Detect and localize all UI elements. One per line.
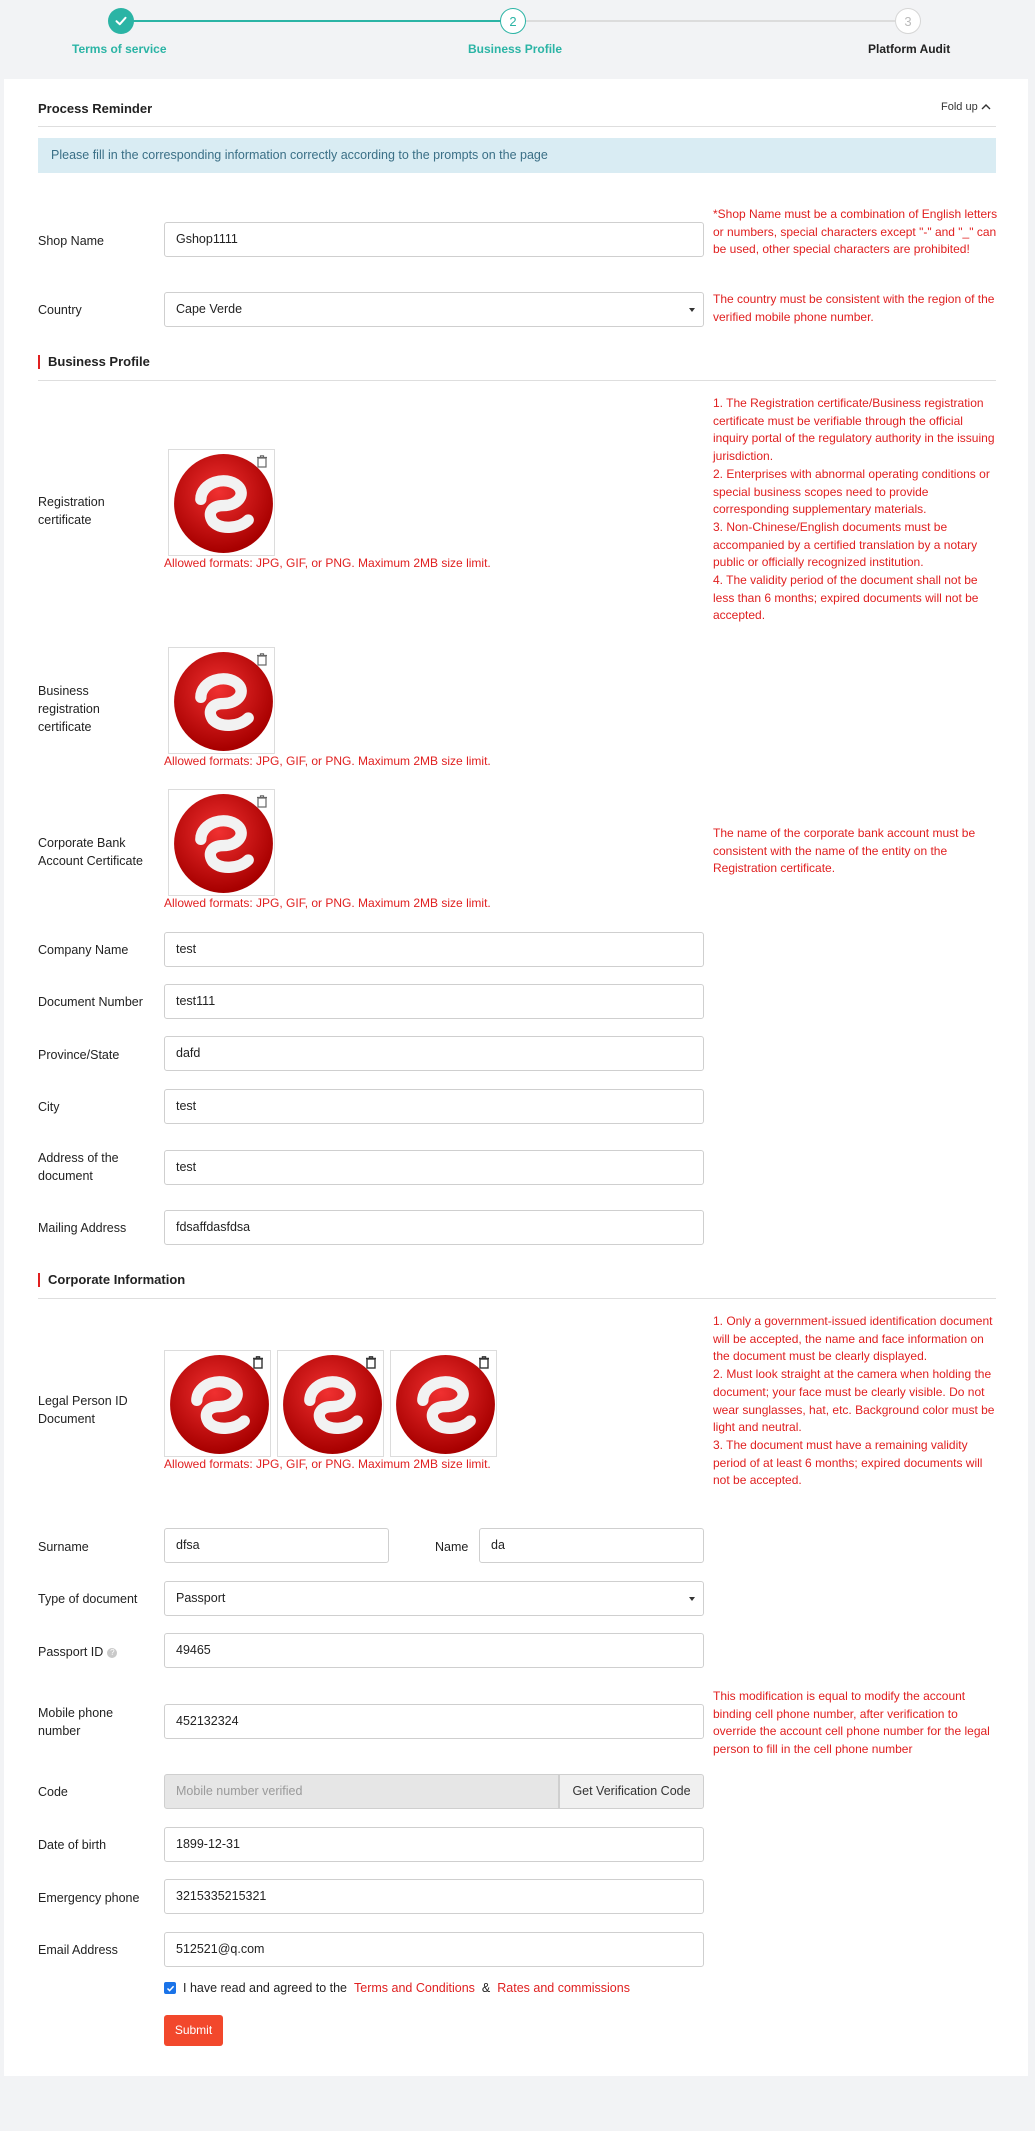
shop-name-note: *Shop Name must be a combination of English letters or numbers, special characters except "-" and "_" can be used, other special characters are prohibited! xyxy=(713,207,998,257)
bank-certificate-label: Corporate Bank Account Certificate xyxy=(38,836,143,868)
delete-trash-icon[interactable] xyxy=(251,1355,265,1369)
process-reminder-title: Process Reminder xyxy=(38,101,153,116)
company-name-label: Company Name xyxy=(38,943,129,957)
document-type-label: Type of document xyxy=(38,1592,138,1606)
caret-down-icon xyxy=(689,308,695,312)
legal-id-thumbnail-3[interactable] xyxy=(390,1350,497,1457)
name-label: Name xyxy=(435,1540,469,1554)
emergency-phone-input[interactable]: 3215335215321 xyxy=(164,1879,704,1914)
agreement-row xyxy=(164,1981,630,1995)
agreement-text: I have read and agreed to the xyxy=(183,1981,348,1995)
divider xyxy=(38,126,996,127)
format-hint: Allowed formats: JPG, GIF, or PNG. Maximum 2MB size limit. xyxy=(164,556,491,570)
registration-note-text: 1. The Registration certificate/Business registration certificate must be verifiable through the official inquiry portal of the regulatory authority in the issuing jurisdiction. 2. Enterprises with abnormal operating conditions or special business scopes need to provide corresponding supplementary materials. 3. Non-Chinese/English documents must be accompanied by a certified translation by a notary public or officially recognized institution. 4. The validity period of the document shall not be less than 6 months; expired documents will not be accepted. xyxy=(713,396,995,623)
code-label: Code xyxy=(38,1785,68,1799)
document-type-select[interactable] xyxy=(164,1581,704,1616)
surname-label: Surname xyxy=(38,1540,89,1554)
legal-id-thumbnail-2[interactable] xyxy=(277,1350,384,1457)
legal-id-thumbnail-1[interactable] xyxy=(164,1350,271,1457)
name-input[interactable]: da xyxy=(479,1528,704,1563)
email-label: Email Address xyxy=(38,1943,118,1957)
step-2-label: Business Profile xyxy=(468,42,563,56)
step-3-label: Platform Audit xyxy=(868,42,951,56)
registration-certificate-label: Registration certificate xyxy=(38,495,105,527)
date-of-birth-input[interactable]: 1899-12-31 xyxy=(164,1827,704,1862)
document-number-input[interactable]: test111 xyxy=(164,984,704,1019)
format-hint: Allowed formats: JPG, GIF, or PNG. Maximum 2MB size limit. xyxy=(164,1457,491,1471)
terms-link[interactable]: Terms and Conditions xyxy=(354,1981,475,1995)
country-label: Country xyxy=(38,303,82,317)
address-input[interactable]: test xyxy=(164,1150,704,1185)
progress-stepper xyxy=(0,0,1035,72)
divider xyxy=(38,1298,996,1299)
code-input[interactable]: Mobile number verified xyxy=(164,1774,559,1809)
business-registration-thumbnail[interactable] xyxy=(168,647,275,754)
info-banner: Please fill in the corresponding information correctly according to the prompts on the page xyxy=(38,138,996,173)
submit-button[interactable]: Submit xyxy=(164,2015,223,2046)
agreement-checkbox[interactable] xyxy=(164,1982,176,1994)
address-label: Address of the document xyxy=(38,1151,119,1183)
country-note: The country must be consistent with the region of the verified mobile phone number. xyxy=(713,292,995,324)
delete-trash-icon[interactable] xyxy=(364,1355,378,1369)
legal-id-note-text: 1. Only a government-issued identification document will be accepted, the name and face information on the document must be clearly displayed. 2. Must look straight at the camera when holding the document; your face must be clearly visible. Do not wear sunglasses, hat, etc. Background color must be light and neutral. 3. The document must have a remaining validity period of at least 6 months; expired documents will not be accepted. xyxy=(713,1314,995,1488)
get-verification-code-button[interactable]: Get Verification Code xyxy=(559,1774,704,1809)
delete-trash-icon[interactable] xyxy=(477,1355,491,1369)
bank-certificate-thumbnail[interactable] xyxy=(168,789,275,896)
step-3-circle: 3 xyxy=(895,8,921,34)
step-connector-done xyxy=(121,20,513,22)
mailing-address-label: Mailing Address xyxy=(38,1221,127,1235)
passport-id-input[interactable]: 49465 xyxy=(164,1633,704,1668)
surname-input[interactable]: dfsa xyxy=(164,1528,389,1563)
divider xyxy=(38,380,996,381)
shop-name-label: Shop Name xyxy=(38,234,105,248)
caret-down-icon xyxy=(689,1597,695,1601)
country-select[interactable] xyxy=(164,292,704,327)
agreement-joiner: & xyxy=(481,1981,491,1995)
business-profile-form xyxy=(4,79,1028,2076)
city-label: City xyxy=(38,1100,60,1114)
shop-name-input[interactable]: Gshop1111 xyxy=(164,222,704,257)
checkmark-icon xyxy=(166,1984,175,1993)
company-name-input[interactable]: test xyxy=(164,932,704,967)
business-registration-label: Business registration certificate xyxy=(38,684,100,734)
business-profile-section-title: Business Profile xyxy=(38,355,150,369)
mobile-phone-input[interactable]: 452132324 xyxy=(164,1704,704,1739)
step-1-check-icon xyxy=(108,8,134,34)
help-icon[interactable]: ? xyxy=(107,1648,117,1658)
emergency-phone-label: Emergency phone xyxy=(38,1891,140,1905)
legal-id-note xyxy=(713,1313,999,1490)
document-type-value: Passport xyxy=(176,1591,226,1605)
step-1-label: Terms of service xyxy=(72,42,167,56)
rates-link[interactable]: Rates and commissions xyxy=(497,1981,630,1995)
registration-note xyxy=(713,395,999,625)
country-value: Cape Verde xyxy=(176,302,243,316)
passport-id-label xyxy=(38,1643,158,1661)
fold-up-label: Fold up xyxy=(941,101,978,113)
format-hint: Allowed formats: JPG, GIF, or PNG. Maximum 2MB size limit. xyxy=(164,896,491,910)
registration-certificate-thumbnail[interactable] xyxy=(168,449,275,556)
province-input[interactable]: dafd xyxy=(164,1036,704,1071)
step-connector-pending xyxy=(525,20,895,22)
document-number-label: Document Number xyxy=(38,995,143,1009)
chevron-up-icon xyxy=(981,103,991,111)
email-input[interactable]: 512521@q.com xyxy=(164,1932,704,1967)
legal-id-label: Legal Person ID Document xyxy=(38,1394,128,1426)
mailing-address-input[interactable]: fdsaffdasfdsa xyxy=(164,1210,704,1245)
format-hint: Allowed formats: JPG, GIF, or PNG. Maximum 2MB size limit. xyxy=(164,754,491,768)
city-input[interactable]: test xyxy=(164,1089,704,1124)
corporate-info-section-title: Corporate Information xyxy=(38,1273,185,1287)
delete-trash-icon[interactable] xyxy=(255,794,269,808)
delete-trash-icon[interactable] xyxy=(255,454,269,468)
delete-trash-icon[interactable] xyxy=(255,652,269,666)
mobile-phone-note: This modification is equal to modify the account binding cell phone number, after verification to override the account cell phone number for the legal person to fill in the cell phone number xyxy=(713,1689,990,1757)
passport-id-label-text: Passport ID xyxy=(38,1645,104,1659)
bank-note: The name of the corporate bank account must be consistent with the name of the entity on the Registration certificate. xyxy=(713,826,976,876)
date-of-birth-label: Date of birth xyxy=(38,1838,107,1852)
province-label: Province/State xyxy=(38,1048,120,1062)
mobile-phone-label: Mobile phone number xyxy=(38,1706,114,1738)
fold-up-toggle[interactable] xyxy=(941,101,991,113)
step-2-circle: 2 xyxy=(500,8,526,34)
